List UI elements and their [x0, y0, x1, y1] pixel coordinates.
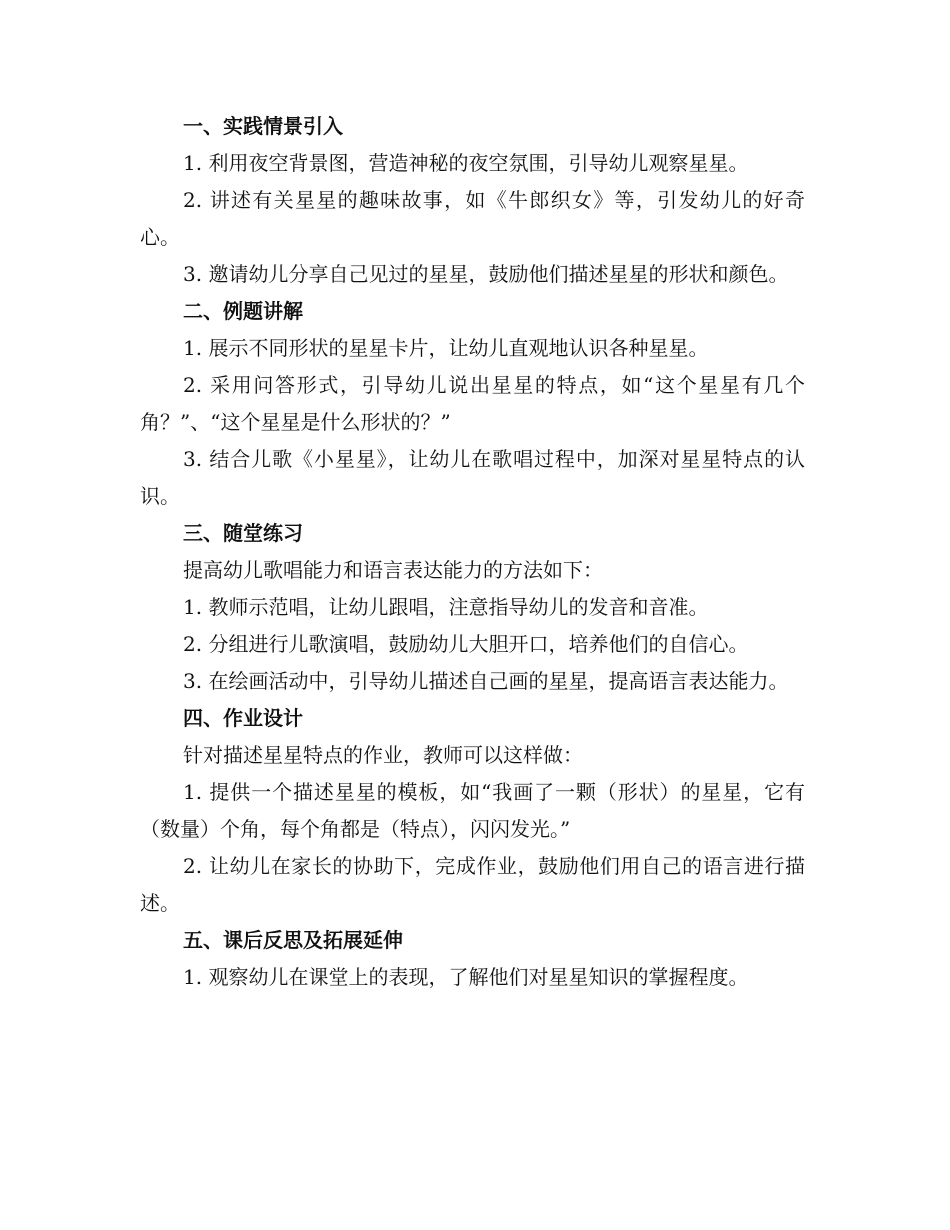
paragraph: 1. 展示不同形状的星星卡片，让幼儿直观地认识各种星星。: [183, 336, 709, 360]
paragraph: 3. 结合儿歌《小星星》，让幼儿在歌唱过程中，加深对星星特点的认识。: [140, 447, 805, 508]
paragraph: 提高幼儿歌唱能力和语言表达能力的方法如下：: [183, 558, 603, 582]
section-heading: 二、例题讲解: [183, 299, 303, 323]
paragraph: 1. 提供一个描述星星的模板，如“我画了一颗（形状）的星星，它有（数量）个角，每个角都是（特点），闪闪发光。”: [140, 780, 805, 841]
section-homework-design: [140, 700, 805, 922]
paragraph: 2. 让幼儿在家长的协助下，完成作业，鼓励他们用自己的语言进行描述。: [140, 854, 805, 915]
paragraph: 1. 利用夜空背景图，营造神秘的夜空氛围，引导幼儿观察星星。: [183, 151, 749, 175]
paragraph: 2. 分组进行儿歌演唱，鼓励幼儿大胆开口，培养他们的自信心。: [183, 632, 749, 656]
section-heading: 五、课后反思及拓展延伸: [183, 928, 403, 952]
paragraph: 3. 邀请幼儿分享自己见过的星星，鼓励他们描述星星的形状和颜色。: [183, 262, 789, 286]
paragraph: 2. 采用问答形式，引导幼儿说出星星的特点，如“这个星星有几个角？”、“这个星星是什么形状的？”: [140, 373, 805, 434]
section-practice-intro: [140, 108, 805, 293]
section-heading: 一、实践情景引入: [183, 114, 343, 138]
document-page: [140, 108, 805, 996]
paragraph: 针对描述星星特点的作业，教师可以这样做：: [183, 743, 583, 767]
section-heading: 四、作业设计: [183, 706, 303, 730]
section-class-practice: [140, 515, 805, 700]
paragraph: 1. 观察幼儿在课堂上的表现，了解他们对星星知识的掌握程度。: [183, 965, 749, 989]
paragraph: 3. 在绘画活动中，引导幼儿描述自己画的星星，提高语言表达能力。: [183, 669, 789, 693]
section-heading: 三、随堂练习: [183, 521, 303, 545]
paragraph: 1. 教师示范唱，让幼儿跟唱，注意指导幼儿的发音和音准。: [183, 595, 709, 619]
section-example-explanation: [140, 293, 805, 515]
section-reflection-extension: [140, 922, 805, 996]
paragraph: 2. 讲述有关星星的趣味故事，如《牛郎织女》等，引发幼儿的好奇心。: [140, 188, 805, 249]
